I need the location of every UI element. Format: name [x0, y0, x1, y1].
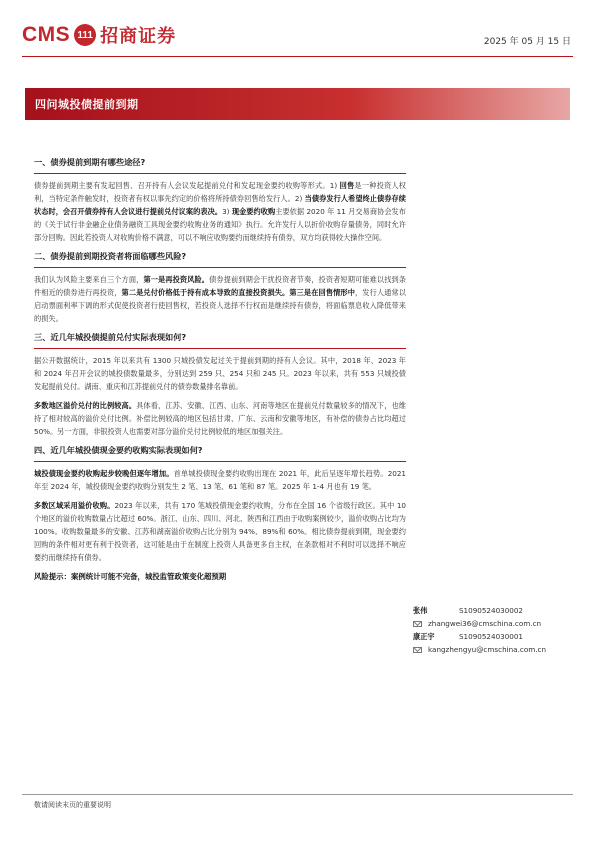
analyst-row	[413, 630, 583, 643]
body-text: 债券提前到期会干扰投资者节奏，投资者短期可能难以找到条件相近的债券进行再投资，	[34, 275, 406, 297]
body-text: 据公开数据统计，2015 年以来共有 1300 只城投债发起过关于提前到期的持有人会议。其中，2018 年、2023 年和 2024 年召开会议的城投债数量最多，分别达到 259 只、254 只和 245 只。2023 年以来，共有 553 只城投债发起提前兑付。湖南、重庆和江苏提前兑付的债券数量排名靠前。	[34, 356, 406, 391]
analyst-name: 康正宇	[413, 631, 435, 641]
title-banner	[25, 88, 570, 120]
body-text: 2023 年以来，共有 170 笔城投债现金要约收购，分布在全国 16 个省级行政区。其中 10 个地区的溢价收购数量占比超过 60%。浙江、山东、四川、河北、陕西和江西由于收购案例较少，溢价收购占比均为 100%。收购数量最多的安徽、江苏和湖南溢价收购占比分别为 94%、89%和 60%。相比债券提前到期，现金要约回购的条件相对更有利于投资者，这可能是由于在制度上投资人具备更多自主权，在条款相对不利时可以选择不响应要约而继续持有债券。	[34, 501, 406, 562]
analyst-row	[413, 604, 583, 617]
paragraph	[34, 467, 406, 493]
analyst-email-row	[413, 643, 583, 656]
body-text: ，发行人通常以启动票面利率下调的形式促使投资者行使回售权，若投资人选择不行权而是继续持有债券，将面临票息收入降低带来的损失。	[34, 288, 406, 323]
logo-cms-text: CMS	[22, 23, 71, 46]
bold-text: 回售	[339, 181, 355, 190]
sections	[34, 156, 406, 564]
report-date: 2025 年 05 月 15 日	[483, 37, 571, 47]
bold-text: 第一是再投资风险。	[143, 275, 210, 284]
mail-icon	[413, 647, 422, 653]
paragraph	[34, 499, 406, 564]
body-text: 3)	[222, 207, 232, 216]
body-text: 我们认为风险主要来自三个方面，	[34, 275, 144, 284]
header-divider	[22, 56, 573, 57]
section-heading: 二、债券提前到期投资者将面临哪些风险?	[34, 251, 187, 261]
body-text: 首单城投债现金要约收购出现在 2021 年，此后呈逐年增长趋势。2021 年至 2024 年，城投债现金要约收购分别发生 2 笔、13 笔、61 笔和 87 笔。2025 年 1-4 月也有 19 笔。	[34, 469, 406, 491]
section-divider	[34, 267, 406, 268]
analyst-email[interactable]: zhangwei36@cmschina.com.cn	[428, 619, 542, 628]
bold-text: 第二是兑付价格低于持有成本导致的直接投资损失。第三是在回售情形中	[121, 288, 355, 297]
body-text: 主要依据 2020 年 11 月交易商协会发布的《关于试行非金融企业债务融资工具现金要约收购业务的通知》执行。允许发行人以折价收购存量债务，同时允许部分回购。因此若投资人对收购价格不满意，可以不响应收购要约而继续持有债券，双方均获得较大操作空间。	[34, 207, 406, 242]
analyst-cert-number: S1090524030001	[459, 632, 524, 641]
bold-text: 多数区域采用溢价收购。	[34, 501, 115, 510]
footer-divider	[22, 794, 573, 795]
section-heading: 一、债券提前到期有哪些途径?	[34, 157, 146, 167]
analyst-name: 张伟	[413, 605, 428, 615]
section-divider	[34, 348, 406, 349]
section-divider	[34, 173, 406, 174]
logo-seal-icon: 111	[74, 24, 96, 46]
analyst-cert-number: S1090524030002	[459, 606, 524, 615]
bold-text: 城投债现金要约收购起步较晚但逐年增加。	[34, 469, 174, 478]
bold-text: 现金要约收购	[231, 207, 276, 216]
section-heading: 三、近几年城投债提前兑付实际表现如何?	[34, 332, 187, 342]
analyst-panel	[413, 604, 583, 656]
report-body	[34, 156, 406, 583]
body-text: 具体看，江苏、安徽、江西、山东、河南等地区在提前兑付数量较多的情况下，也维持了相对较高的溢价兑付比例。补偿比例较高的地区包括甘肃、广东、云南和安徽等地区，有补偿的债券占比均超过 50%。另一方面，非银投资人也需要对部分溢价兑付比例较低的地区加强关注。	[34, 401, 406, 436]
body-text: 债券提前到期主要有发起回售、召开持有人会议发起提前兑付和发起现金要约收购等形式。1)	[34, 181, 340, 190]
mail-icon	[413, 621, 422, 627]
section-heading: 四、近几年城投债现金要约收购实际表现如何?	[34, 445, 203, 455]
body-text: 是一种投资人权利，当特定条件触发时，投资者有权以事先约定的价格将所持债券回售给发行人。2)	[34, 181, 406, 203]
bold-text: 多数地区溢价兑付的比例较高。	[34, 401, 137, 410]
paragraph	[34, 399, 406, 438]
paragraph	[34, 179, 406, 244]
paragraph	[34, 354, 406, 393]
company-logo	[22, 20, 176, 50]
report-title: 四问城投债提前到期	[35, 98, 139, 111]
risk-warning: 风险提示：案例统计可能不完备，城投监管政策变化超预期	[34, 572, 227, 581]
section-divider	[34, 461, 406, 462]
analyst-email[interactable]: kangzhengyu@cmschina.com.cn	[428, 645, 547, 654]
analyst-email-row	[413, 617, 583, 630]
paragraph	[34, 273, 406, 325]
bold-text: 当债券发行人希望终止债券存续状态时，会召开债券持有人会议进行提前兑付议案的表决。	[34, 194, 406, 216]
footer-note: 敬请阅读末页的重要说明	[34, 801, 111, 809]
logo-company-name: 招商证券	[100, 26, 177, 47]
